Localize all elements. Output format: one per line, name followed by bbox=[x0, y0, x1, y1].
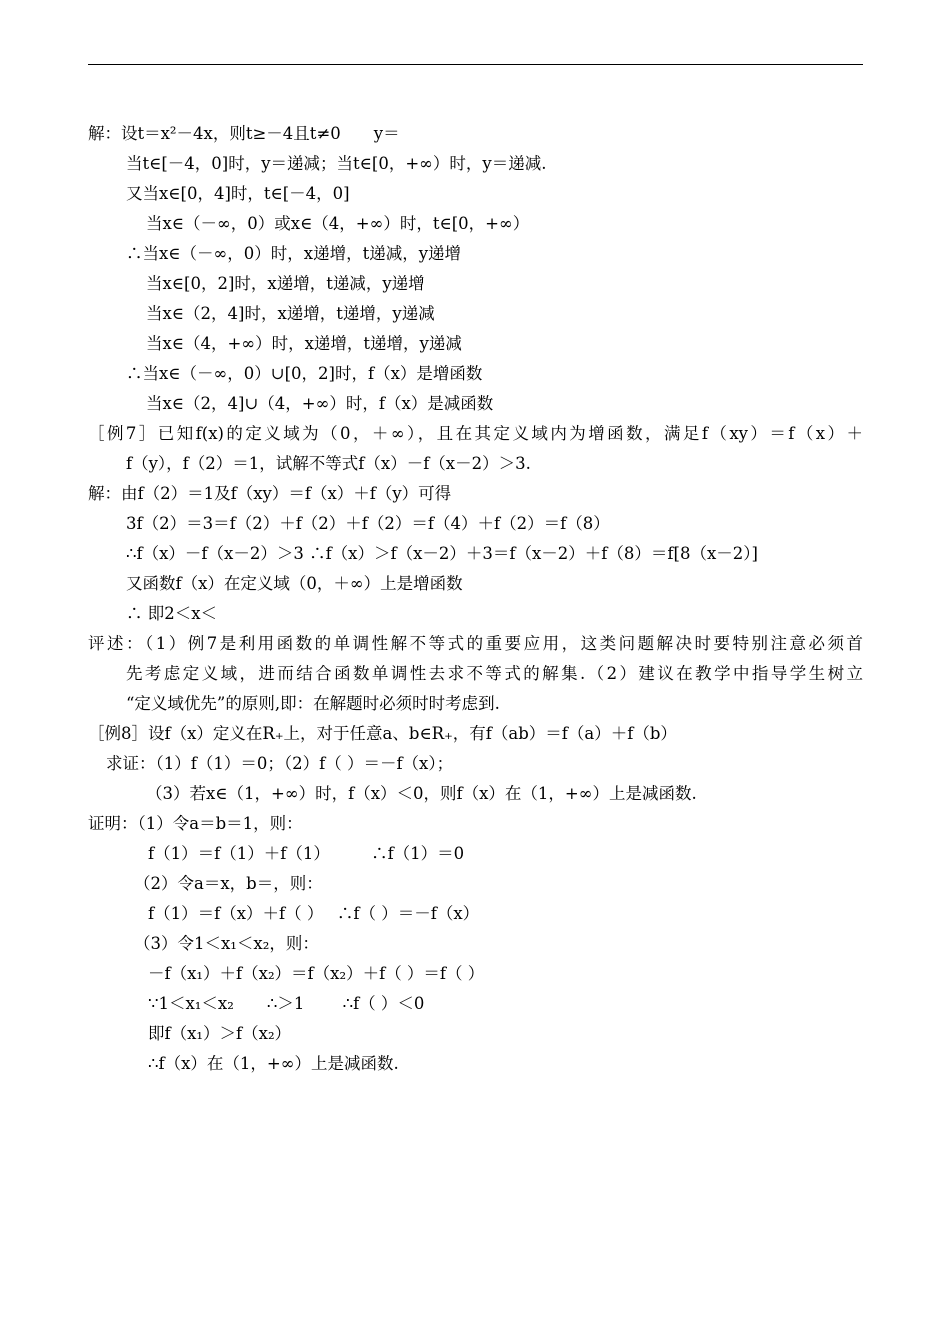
comment-line-3: “定义域优先”的原则,即：在解题时必须时时考虑到. bbox=[126, 694, 500, 713]
solution-line-8: 当x∈（4，+∞）时，x递增，t递增，y递减 bbox=[146, 334, 462, 353]
example-8-line-1: ［例8］设f（x）定义在R₊上，对于任意a、b∈R₊，有f（ab）＝f（a）＋f（b） bbox=[88, 724, 677, 743]
solution-line-9: ∴当x∈（－∞，0）∪[0，2]时，f（x）是增函数 bbox=[126, 364, 483, 383]
header-rule bbox=[88, 64, 863, 65]
solution-line-1: 解：设t＝x²－4x，则t≥－4且t≠0 y＝ bbox=[88, 124, 400, 143]
proof-line-1: 证明：（1）令a＝b＝1，则： bbox=[88, 814, 303, 833]
example-7-solution-line-1: 解：由f（2）＝1及f（xy）＝f（x）＋f（y）可得 bbox=[88, 484, 452, 503]
proof-line-4: f（1）＝f（x）＋f（ ） ∴f（ ）＝－f（x） bbox=[148, 904, 480, 923]
proof-line-8: 即f（x₁）＞f（x₂） bbox=[148, 1024, 292, 1043]
example-7-solution-line-5: ∴ 即2＜x＜ bbox=[126, 604, 218, 623]
example-7-solution-line-3: ∴f（x）－f（x－2）＞3 ∴f（x）＞f（x－2）＋3＝f（x－2）＋f（8）＝f[8（x－2）] bbox=[126, 544, 758, 563]
example-8-line-3: （3）若x∈（1，+∞）时，f（x）＜0，则f（x）在（1，+∞）上是减函数. bbox=[146, 784, 697, 803]
solution-line-5: ∴当x∈（－∞，0）时，x递增，t递减，y递增 bbox=[126, 244, 462, 263]
solution-line-4: 当x∈（－∞，0）或x∈（4，+∞）时，t∈[0，+∞） bbox=[146, 214, 530, 233]
proof-line-3: （2）令a＝x，b＝，则： bbox=[134, 874, 323, 893]
example-7-line-1: ［例7］已知f(x)的定义域为（0，＋∞），且在其定义域内为增函数，满足f（xy）＝f（x）＋ bbox=[88, 424, 863, 443]
example-8-line-2: 求证：（1）f（1）＝0；（2）f（ ）＝－f（x）； bbox=[106, 754, 454, 773]
example-7-solution-line-4: 又函数f（x）在定义域（0，＋∞）上是增函数 bbox=[126, 574, 463, 593]
solution-line-10: 当x∈（2，4]∪（4，+∞）时，f（x）是减函数 bbox=[146, 394, 494, 413]
comment-line-2: 先考虑定义域，进而结合函数单调性去求不等式的解集.（2）建议在教学中指导学生树立 bbox=[126, 664, 863, 683]
proof-line-6: －f（x₁）＋f（x₂）＝f（x₂）＋f（ ）＝f（ ） bbox=[148, 964, 485, 983]
proof-line-2: f（1）＝f（1）＋f（1） ∴f（1）＝0 bbox=[148, 844, 465, 863]
solution-line-7: 当x∈（2，4]时，x递增，t递增，y递减 bbox=[146, 304, 435, 323]
comment-line-1: 评述：（1）例7是利用函数的单调性解不等式的重要应用，这类问题解决时要特别注意必须首 bbox=[88, 634, 863, 653]
proof-line-5: （3）令1＜x₁＜x₂，则： bbox=[134, 934, 319, 953]
solution-line-6: 当x∈[0，2]时，x递增，t递减，y递增 bbox=[146, 274, 425, 293]
solution-line-3: 又当x∈[0，4]时，t∈[－4，0] bbox=[126, 184, 350, 203]
example-7-solution-line-2: 3f（2）＝3＝f（2）＋f（2）＋f（2）＝f（4）＋f（2）＝f（8） bbox=[126, 514, 610, 533]
proof-line-7: ∵1＜x₁＜x₂ ∴＞1 ∴f（ ）＜0 bbox=[148, 994, 425, 1013]
solution-line-2: 当t∈[－4，0]时，y＝递减；当t∈[0，+∞）时，y＝递减. bbox=[126, 154, 547, 173]
example-7-line-2: f（y），f（2）＝1，试解不等式f（x）－f（x－2）＞3. bbox=[126, 454, 531, 473]
proof-line-9: ∴f（x）在（1，+∞）上是减函数. bbox=[148, 1054, 399, 1073]
